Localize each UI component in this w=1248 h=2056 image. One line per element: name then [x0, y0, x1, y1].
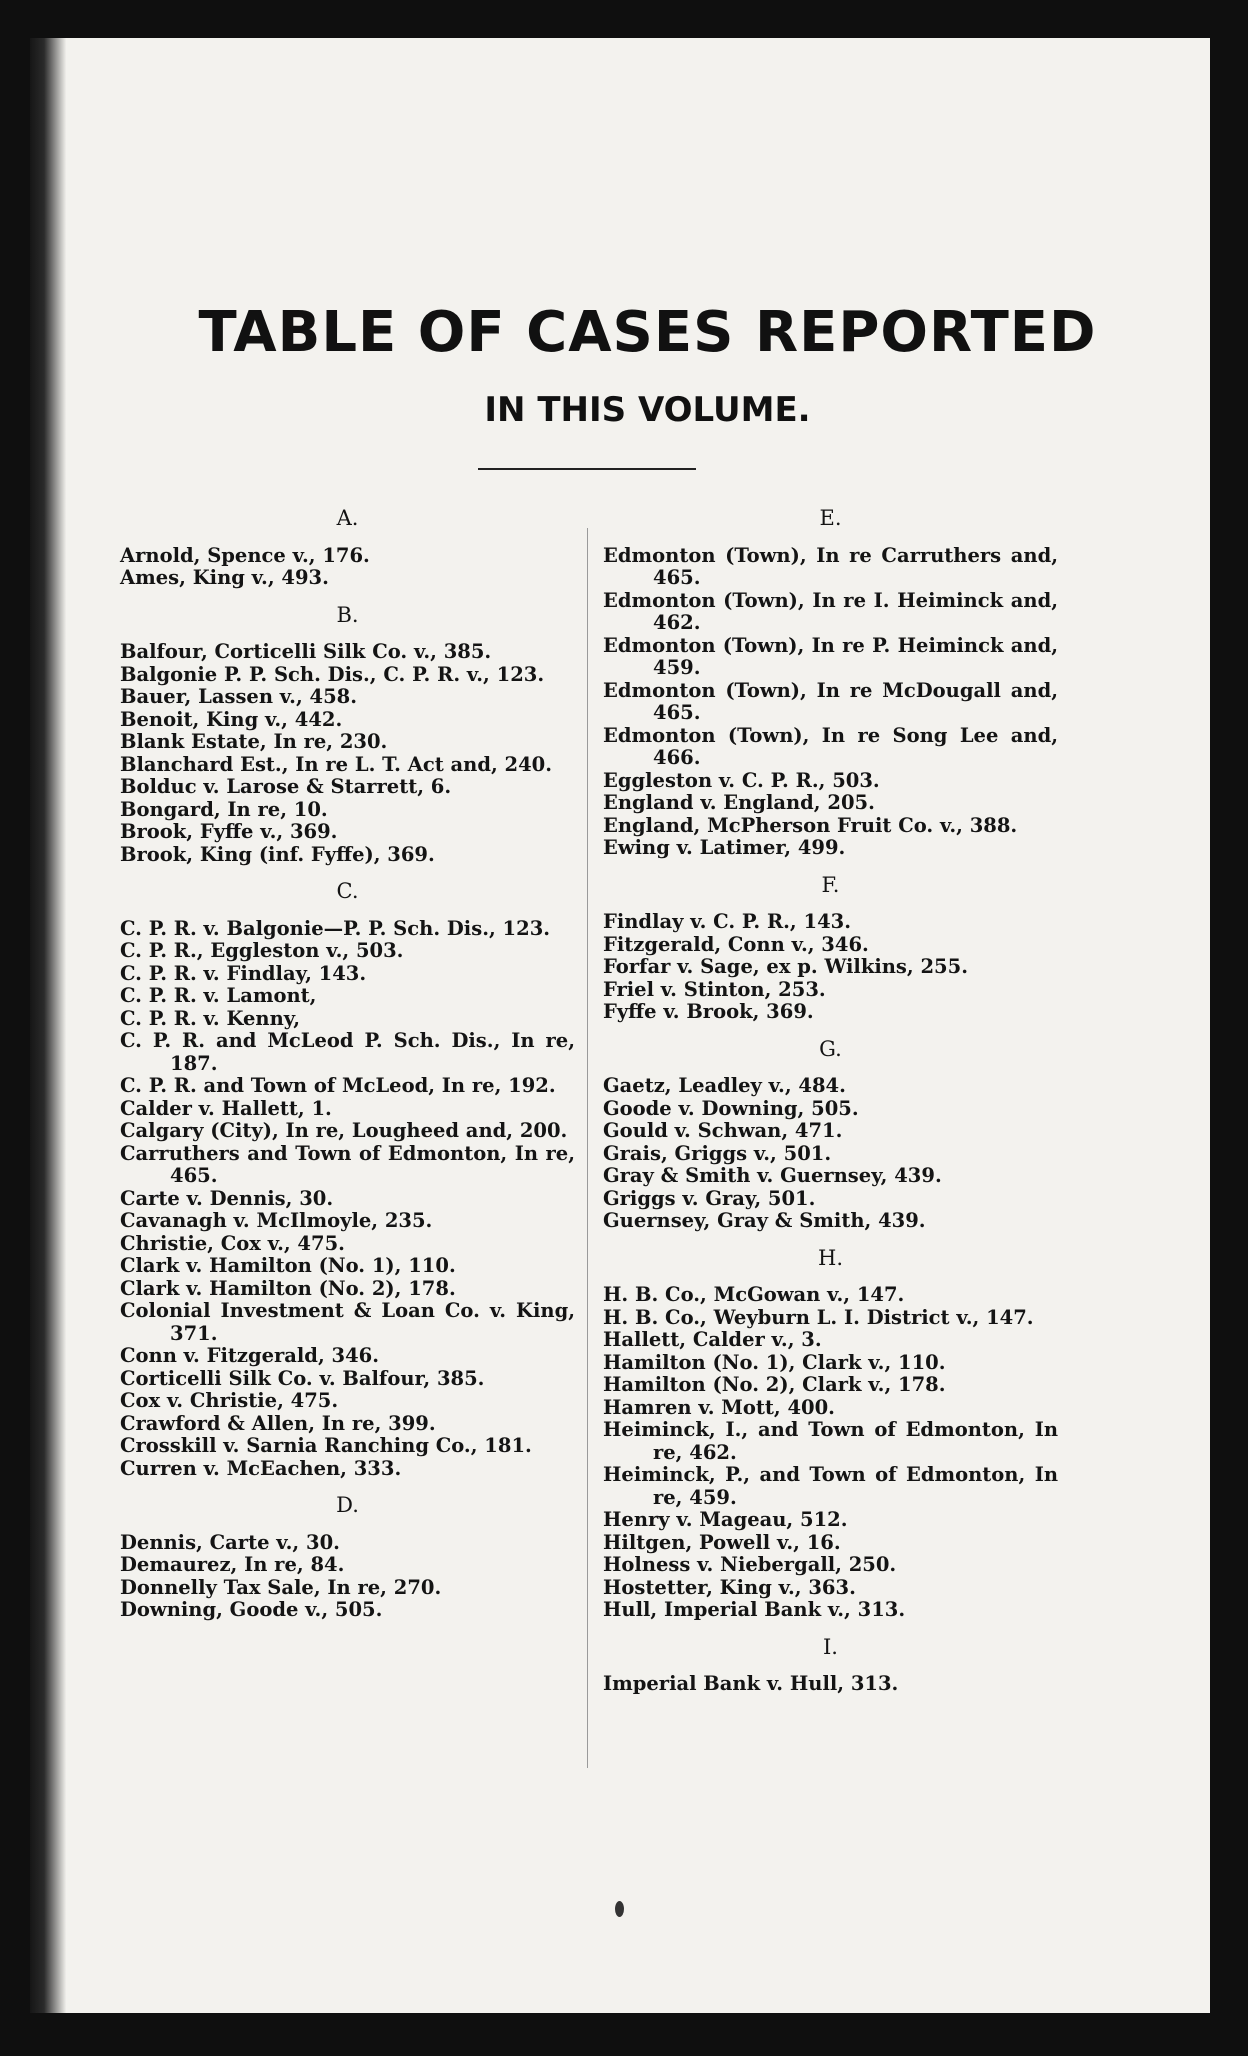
case-entry: Edmonton (Town), In re Song Lee and, 466.	[603, 723, 1058, 769]
case-entry: Brook, Fyffe v., 369.	[120, 820, 338, 843]
case-entry: Clark v. Hamilton (No. 2), 178.	[120, 1276, 456, 1300]
case-entry: Carte v. Dennis, 30.	[120, 1186, 334, 1210]
case-entry: Bolduc v. Larose & Starrett, 6.	[120, 775, 452, 798]
left-column	[120, 493, 575, 1622]
page-title: TABLE OF CASES REPORTED	[198, 300, 1097, 365]
case-entry: Goode v. Downing, 505.	[603, 1096, 859, 1120]
section-letter: D.	[336, 1493, 359, 1517]
case-entry: Edmonton (Town), In re P. Heiminck and, 459.	[603, 633, 1058, 679]
case-entry: Heiminck, I., and Town of Edmonton, In re, 462.	[603, 1418, 1058, 1464]
case-entry: H. B. Co., Weyburn L. I. District v., 147.	[603, 1305, 1034, 1329]
case-entry: Calder v. Hallett, 1.	[120, 1096, 332, 1120]
page-subtitle: IN THIS VOLUME.	[484, 390, 811, 430]
case-entry: C. P. R. v. Lamont,	[120, 984, 317, 1007]
case-entry: C. P. R. and McLeod P. Sch. Dis., In re, 187.	[120, 1029, 575, 1075]
case-entry: Ames, King v., 493.	[120, 566, 329, 589]
right-column	[603, 493, 1058, 1696]
case-entry: Arnold, Spence v., 176.	[120, 543, 370, 567]
column-divider	[587, 528, 588, 1768]
case-entry: Gaetz, Leadley v., 484.	[603, 1074, 846, 1097]
case-entry: Imperial Bank v. Hull, 313.	[603, 1672, 899, 1695]
case-entry: Cavanagh v. McIlmoyle, 235.	[120, 1209, 433, 1232]
case-entry: Gould v. Schwan, 471.	[603, 1119, 843, 1142]
section-letter: F.	[821, 872, 840, 897]
case-entry: Balgonie P. P. Sch. Dis., C. P. R. v., 123.	[120, 662, 545, 686]
case-entry: C. P. R., Eggleston v., 503.	[120, 939, 404, 962]
case-entry: C. P. R. v. Balgonie—P. P. Sch. Dis., 123.	[120, 916, 551, 940]
case-entry: Brook, King (inf. Fyffe), 369.	[120, 842, 435, 866]
case-entry: Fitzgerald, Conn v., 346.	[603, 932, 869, 956]
case-entry: Findlay v. C. P. R., 143.	[603, 910, 852, 933]
case-entry: Edmonton (Town), In re Carruthers and, 465.	[603, 543, 1058, 589]
case-entry: Corticelli Silk Co. v. Balfour, 385.	[120, 1366, 485, 1390]
case-entry: Clark v. Hamilton (No. 1), 110.	[120, 1254, 456, 1277]
case-entry: England, McPherson Fruit Co. v., 388.	[603, 813, 1018, 837]
case-entry: C. P. R. v. Findlay, 143.	[120, 961, 367, 985]
case-entry: Hamilton (No. 1), Clark v., 110.	[603, 1350, 946, 1374]
case-entry: C. P. R. and Town of McLeod, In re, 192.	[120, 1074, 556, 1097]
case-entry: Friel v. Stinton, 253.	[603, 977, 826, 1001]
section-letter: I.	[823, 1634, 838, 1659]
case-entry: Conn v. Fitzgerald, 346.	[120, 1344, 380, 1367]
case-entry: Downing, Goode v., 505.	[120, 1598, 383, 1621]
case-entry: Edmonton (Town), In re McDougall and, 465.	[603, 678, 1058, 724]
case-entry: Blank Estate, In re, 230.	[120, 730, 388, 753]
ink-smudge	[615, 1901, 624, 1917]
case-entry: H. B. Co., McGowan v., 147.	[603, 1283, 905, 1306]
section-letter: G.	[819, 1036, 842, 1061]
case-entry: Ewing v. Latimer, 499.	[603, 836, 846, 859]
case-entry: Hallett, Calder v., 3.	[603, 1328, 822, 1351]
section-letter: E.	[819, 506, 842, 530]
section-letter: A.	[336, 506, 359, 530]
case-entry: Grais, Griggs v., 501.	[603, 1141, 832, 1165]
case-entry: England v. England, 205.	[603, 791, 875, 814]
case-entry: Colonial Investment & Loan Co. v. King, 371.	[120, 1299, 575, 1345]
case-entry: Cox v. Christie, 475.	[120, 1389, 339, 1412]
section-letter: H.	[818, 1245, 843, 1270]
case-entry: Edmonton (Town), In re I. Heiminck and, 462.	[603, 588, 1058, 634]
case-entry: Hamilton (No. 2), Clark v., 178.	[603, 1373, 946, 1396]
title-rule	[478, 468, 696, 470]
case-entry: Hamren v. Mott, 400.	[603, 1395, 835, 1419]
book-page	[30, 38, 1210, 2013]
section-letter: B.	[336, 602, 359, 627]
case-entry: Eggleston v. C. P. R., 503.	[603, 768, 880, 792]
case-entry: Benoit, King v., 442.	[120, 707, 343, 731]
case-entry: Gray & Smith v. Guernsey, 439.	[603, 1164, 942, 1187]
case-entry: Demaurez, In re, 84.	[120, 1553, 345, 1576]
case-entry: Crawford & Allen, In re, 399.	[120, 1411, 436, 1435]
case-entry: Bauer, Lassen v., 458.	[120, 685, 358, 708]
case-entry: Carruthers and Town of Edmonton, In re, 465.	[120, 1141, 575, 1187]
case-entry: Heiminck, P., and Town of Edmonton, In re, 459.	[603, 1463, 1058, 1509]
case-entry: Hostetter, King v., 363.	[603, 1575, 856, 1599]
section-letter: C.	[336, 879, 359, 903]
case-entry: Henry v. Mageau, 512.	[603, 1508, 848, 1531]
case-entry: Fyffe v. Brook, 369.	[603, 1000, 814, 1023]
case-entry: C. P. R. v. Kenny,	[120, 1006, 301, 1030]
case-entry: Calgary (City), In re, Lougheed and, 200.	[120, 1119, 568, 1142]
case-entry: Curren v. McEachen, 333.	[120, 1456, 402, 1480]
case-entry: Donnelly Tax Sale, In re, 270.	[120, 1575, 442, 1599]
case-entry: Christie, Cox v., 475.	[120, 1231, 345, 1255]
case-entry: Bongard, In re, 10.	[120, 797, 328, 821]
case-entry: Hiltgen, Powell v., 16.	[603, 1530, 841, 1554]
case-entry: Balfour, Corticelli Silk Co. v., 385.	[120, 640, 492, 663]
case-entry: Crosskill v. Sarnia Ranching Co., 181.	[120, 1434, 532, 1457]
case-entry: Dennis, Carte v., 30.	[120, 1530, 340, 1554]
case-entry: Hull, Imperial Bank v., 313.	[603, 1598, 906, 1621]
case-entry: Forfar v. Sage, ex p. Wilkins, 255.	[603, 955, 968, 978]
case-entry: Holness v. Niebergall, 250.	[603, 1553, 897, 1576]
case-entry: Blanchard Est., In re L. T. Act and, 240.	[120, 752, 553, 776]
case-entry: Guernsey, Gray & Smith, 439.	[603, 1209, 926, 1232]
case-entry: Griggs v. Gray, 501.	[603, 1186, 816, 1210]
